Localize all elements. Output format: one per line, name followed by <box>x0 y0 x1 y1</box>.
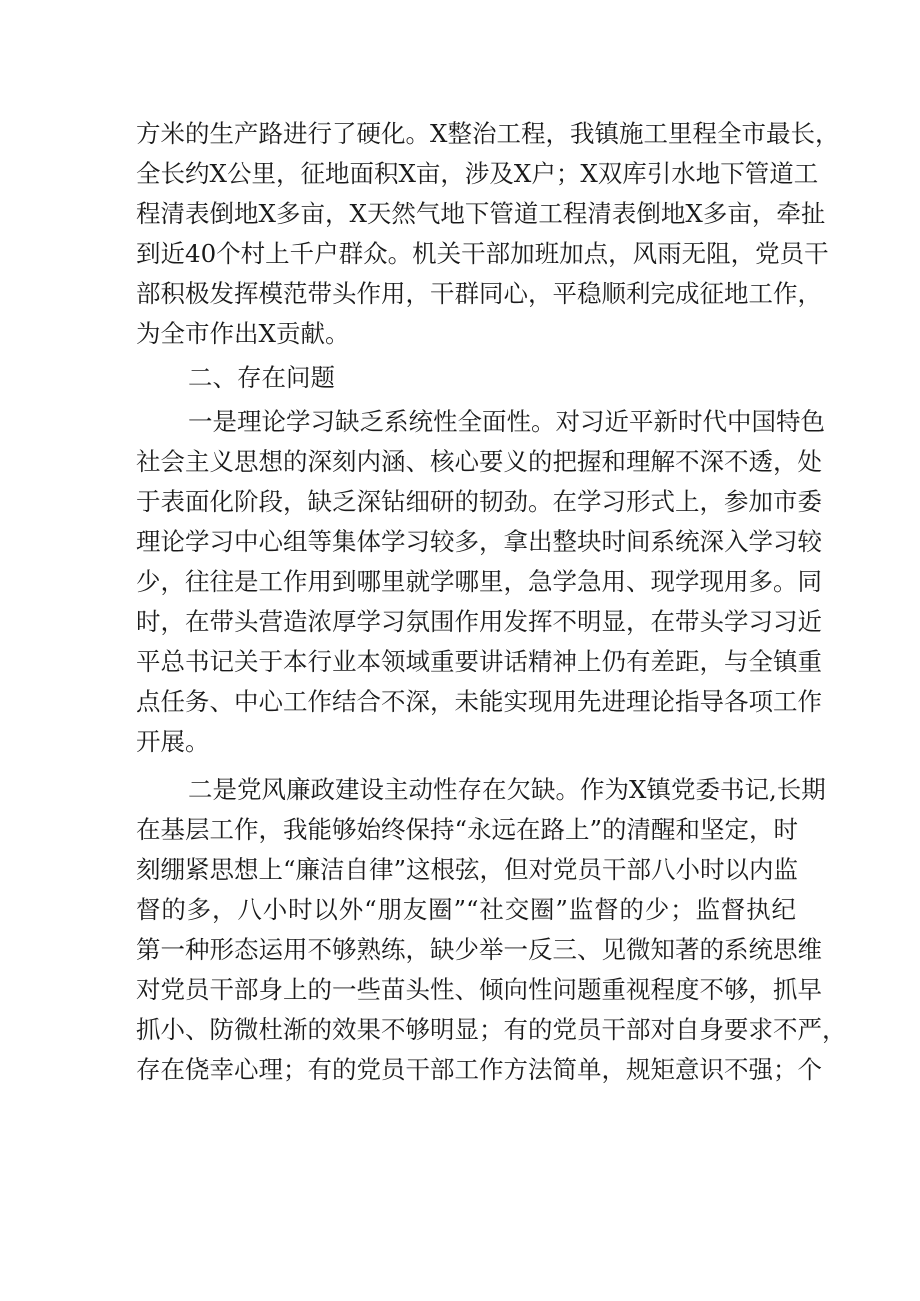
text-line: 第一种形态运用不够熟练，缺少举一反三、见微知著的系统思维 <box>136 935 822 964</box>
text-line: 存在侥幸心理；有的党员干部工作方法简单，规矩意识不强；个 <box>136 1055 822 1084</box>
text-line: 方米的生产路进行了硬化。X整治工程，我镇施工里程全市最长， <box>136 119 840 148</box>
text-line: 点任务、中心工作结合不深，未能实现用先进理论指导各项工作 <box>136 687 822 716</box>
text-line: 全长约X公里，征地面积X亩，涉及X户；X双库引水地下管道工 <box>136 159 819 188</box>
text-line: 到近40个村上千户群众。机关干部加班加点，风雨无阻，党员干 <box>136 239 829 268</box>
text-line: 少，往往是工作用到哪里就学哪里，急学急用、现学现用多。同 <box>136 567 822 596</box>
text-line: 社会主义思想的深刻内涵、核心要义的把握和理解不深不透，处 <box>136 447 822 476</box>
text-line: 平总书记关于本行业本领域重要讲话精神上仍有差距，与全镇重 <box>136 647 822 676</box>
text-line: 部积极发挥模范带头作用，干群同心，平稳顺利完成征地工作， <box>136 279 822 308</box>
paragraph-spacer <box>136 762 796 770</box>
text-line: 为全市作出X贡献。 <box>136 319 350 348</box>
text-line: 对党员干部身上的一些苗头性、倾向性问题重视程度不够，抓早 <box>136 975 822 1004</box>
document-body <box>136 114 847 1090</box>
text-line: 于表面化阶段，缺乏深钻细研的韧劲。在学习形式上，参加市委 <box>136 487 822 516</box>
text-line: 在基层工作，我能够始终保持“永远在路上”的清醒和坚定，时 <box>136 815 799 844</box>
text-line: 一是理论学习缺乏系统性全面性。对习近平新时代中国特色 <box>188 407 825 436</box>
text-line: 开展。 <box>136 727 210 756</box>
text-line: 时，在带头营造浓厚学习氛围作用发挥不明显，在带头学习习近 <box>136 607 822 636</box>
text-line: 二是党风廉政建设主动性存在欠缺。作为X镇党委书记,长期 <box>188 775 826 804</box>
section-heading: 二、存在问题 <box>188 363 335 392</box>
paragraph-continued <box>136 114 840 354</box>
text-line: 督的多，八小时以外“朋友圈”“社交圈”监督的少；监督执纪 <box>136 895 796 924</box>
text-line: 刻绷紧思想上“廉洁自律”这根弦，但对党员干部八小时以内监 <box>136 855 799 884</box>
paragraph-theory-study <box>136 402 825 762</box>
text-line: 程清表倒地X多亩，X天然气地下管道工程清表倒地X多亩，牵扯 <box>136 199 826 228</box>
text-line: 理论学习中心组等集体学习较多，拿出整块时间系统深入学习较 <box>136 527 822 556</box>
paragraph-party-conduct <box>136 770 847 1090</box>
text-line: 抓小、防微杜渐的效果不够明显；有的党员干部对自身要求不严， <box>136 1015 847 1044</box>
